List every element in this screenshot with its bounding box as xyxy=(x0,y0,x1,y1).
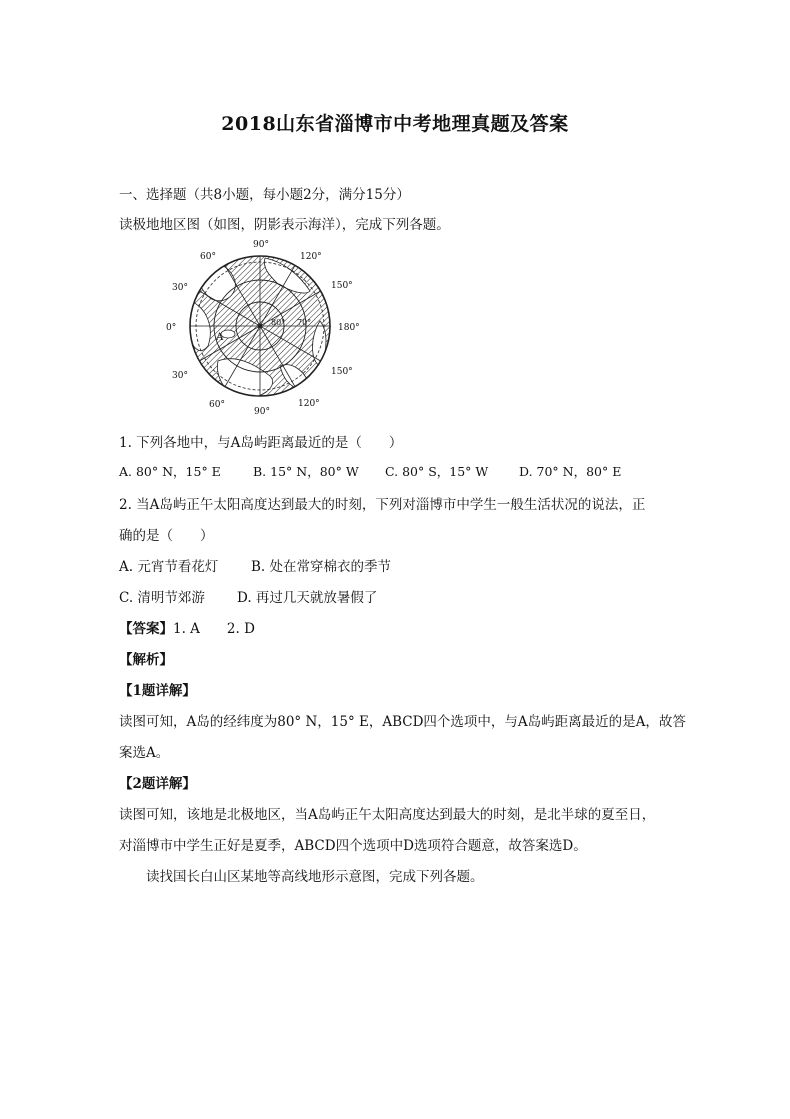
q1-option-d: D. 70° N，80° E xyxy=(519,464,622,479)
detail1-label: 【1题详解】 xyxy=(119,683,196,699)
next-question-intro: 读找国长白山区某地等高线地形示意图，完成下列各题。 xyxy=(146,869,484,885)
label-left: 0° xyxy=(166,323,177,333)
label-top: 90° xyxy=(253,240,269,250)
detail2-line1: 读图可知，该地是北极地区，当A岛屿正午太阳高度达到最大的时刻，是北半球的夏至日， xyxy=(119,807,656,823)
label-bottom-left: 60° xyxy=(209,400,225,410)
answer-text: 1. A 2. D xyxy=(173,621,255,637)
detail2-line2: 对淄博市中学生正好是夏季，ABCD四个选项中D选项符合题意，故答案选D。 xyxy=(119,838,587,854)
q1-options xyxy=(119,462,621,480)
label-bottom-right: 120° xyxy=(298,399,320,409)
label-bottom: 90° xyxy=(254,407,270,414)
q2-options-cd xyxy=(119,586,377,606)
answer-line xyxy=(119,617,255,637)
answer-label: 【答案】 xyxy=(119,621,173,637)
q2-option-b: B. 处在常穿棉衣的季节 xyxy=(251,559,392,575)
detail2-label: 【2题详解】 xyxy=(119,776,196,792)
detail1-line2: 案选A。 xyxy=(119,745,170,761)
label-inner-80: 80° xyxy=(271,318,286,327)
polar-map-figure xyxy=(160,236,360,414)
detail1-line1: 读图可知，A岛的经纬度为80° N，15° E，ABCD四个选项中，与A岛屿距离最近的是A，故答 xyxy=(119,714,686,730)
q2-option-a: A. 元宵节看花灯 xyxy=(119,559,219,575)
section-header: 一、选择题（共8小题，每小题2分，满分15分） xyxy=(119,187,410,203)
page-title: 2018山东省淄博市中考地理真题及答案 xyxy=(221,113,569,135)
label-left-top: 60° xyxy=(200,252,216,262)
label-left-mid: 30° xyxy=(172,283,188,293)
label-left-bot: 30° xyxy=(172,371,188,381)
q1-stem: 1. 下列各地中，与A岛屿距离最近的是（ ） xyxy=(119,435,403,451)
q2-option-d: D. 再过几天就放暑假了 xyxy=(237,590,378,606)
label-right: 180° xyxy=(338,323,360,333)
q2-stem-line2: 确的是（ ） xyxy=(119,528,214,544)
analysis-label: 【解析】 xyxy=(119,652,173,668)
q2-option-c: C. 清明节郊游 xyxy=(119,590,205,606)
q1-option-a: A. 80° N，15° E xyxy=(119,464,221,479)
question-intro: 读极地地区图（如图，阴影表示海洋），完成下列各题。 xyxy=(119,217,450,233)
q1-option-c: C. 80° S，15° W xyxy=(385,464,489,479)
q2-stem-line1: 2. 当A岛屿正午太阳高度达到最大的时刻，下列对淄博市中学生一般生活状况的说法，正 xyxy=(119,497,646,513)
q2-options-ab xyxy=(119,555,391,575)
q1-option-b: B. 15° N，80° W xyxy=(253,464,359,479)
label-right-top: 120° xyxy=(300,252,322,262)
label-inner-70: 70° xyxy=(297,318,312,327)
label-island-a: A xyxy=(216,332,224,343)
label-right-upper: 150° xyxy=(331,281,353,291)
label-right-lower: 150° xyxy=(331,367,353,377)
